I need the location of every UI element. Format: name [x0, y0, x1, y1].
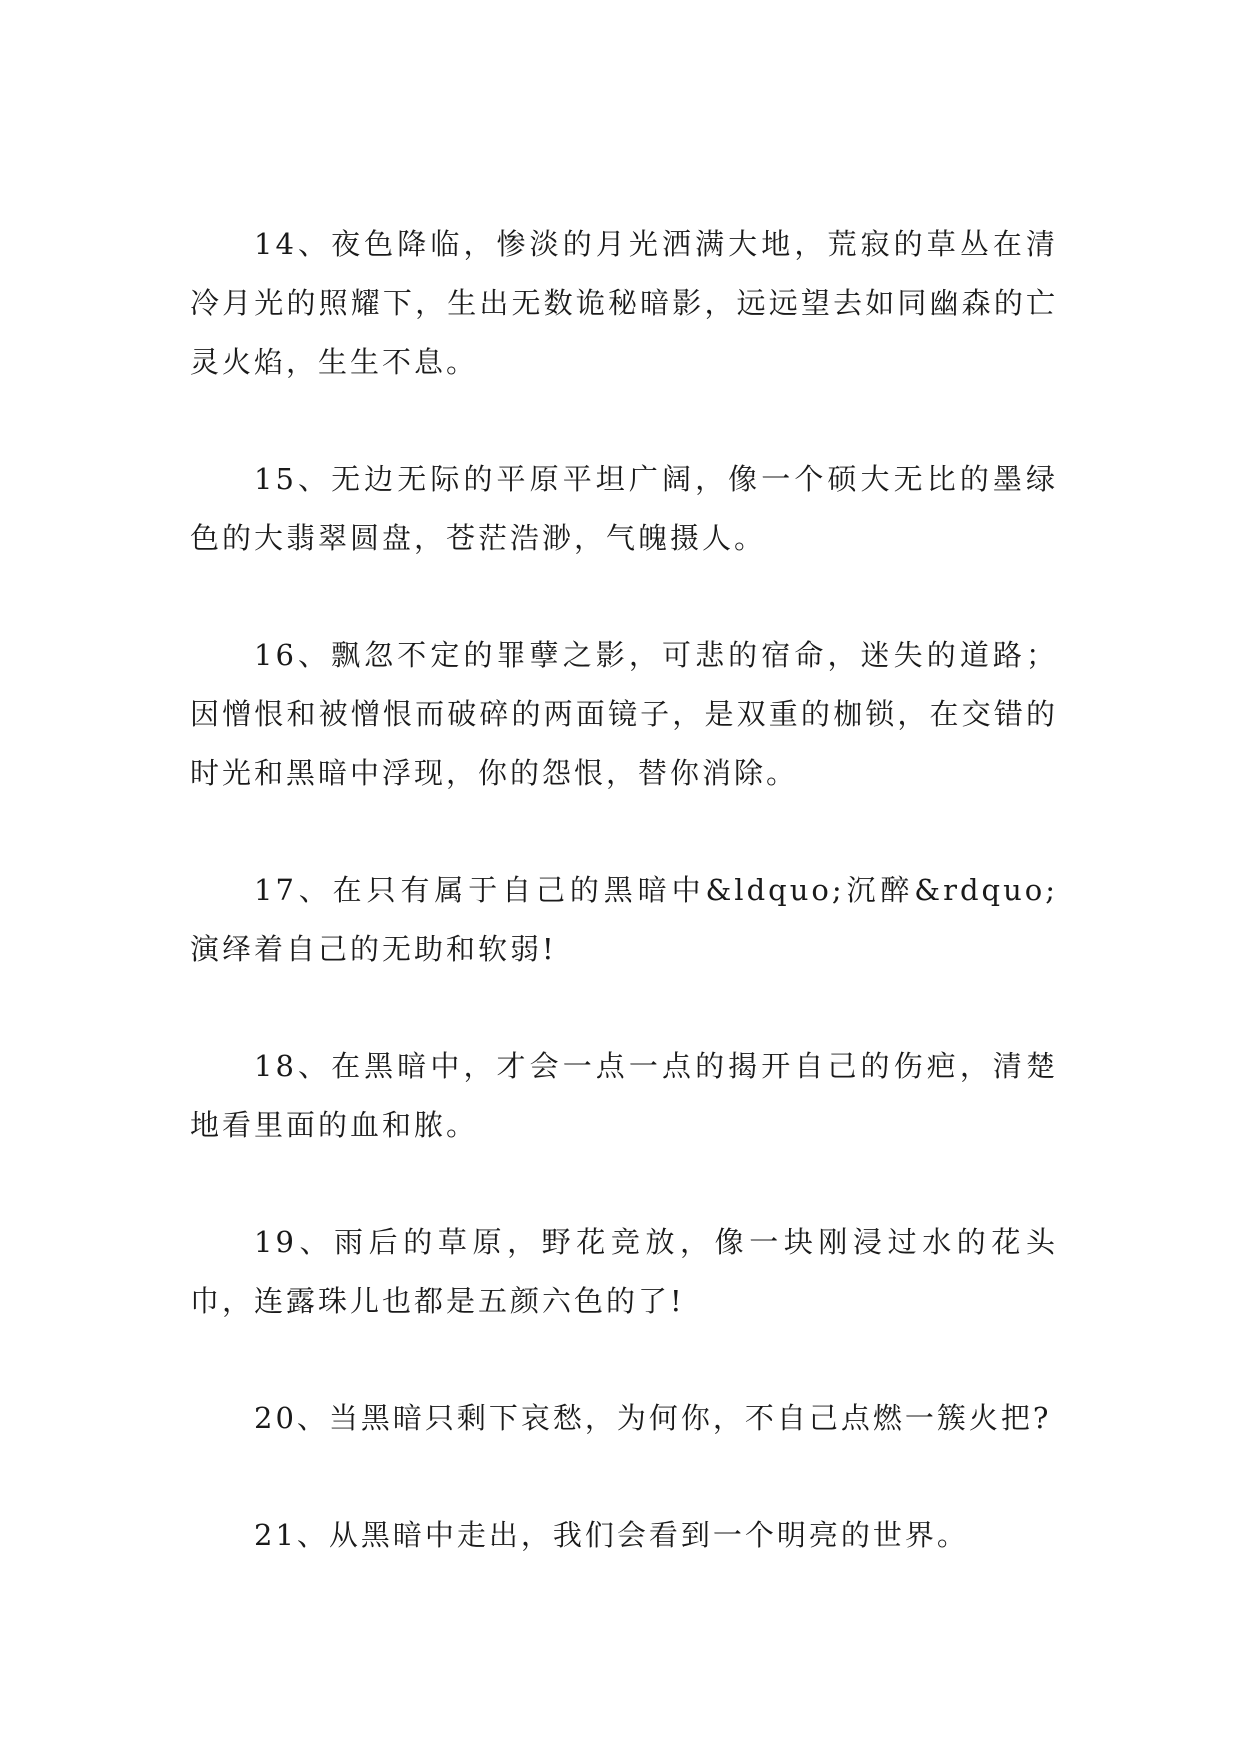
paragraph-17: 17、在只有属于自己的黑暗中&ldquo;沉醉&rdquo;演绎着自己的无助和软弱!	[190, 873, 1058, 966]
paragraph-16: 16、飘忽不定的罪孽之影，可悲的宿命，迷失的道路；因憎恨和被憎恨而破碎的两面镜子，是双重的枷锁，在交错的时光和黑暗中浮现，你的怨恨，替你消除。	[190, 638, 1058, 790]
paragraph-14: 14、夜色降临，惨淡的月光洒满大地，荒寂的草丛在清冷月光的照耀下，生出无数诡秘暗影，远远望去如同幽森的亡灵火焰，生生不息。	[190, 227, 1058, 379]
paragraph-19: 19、雨后的草原，野花竞放，像一块刚浸过水的花头巾，连露珠儿也都是五颜六色的了!	[190, 1225, 1058, 1318]
paragraph-15: 15、无边无际的平原平坦广阔，像一个硕大无比的墨绿色的大翡翠圆盘，苍茫浩渺，气魄摄人。	[190, 462, 1058, 555]
paragraph-21: 21、从黑暗中走出，我们会看到一个明亮的世界。	[254, 1518, 969, 1552]
paragraph-18: 18、在黑暗中，才会一点一点的揭开自己的伤疤，清楚地看里面的血和脓。	[190, 1049, 1058, 1142]
paragraph-20: 20、当黑暗只剩下哀愁，为何你，不自己点燃一簇火把?	[254, 1401, 1052, 1435]
document-body	[190, 215, 1058, 1623]
